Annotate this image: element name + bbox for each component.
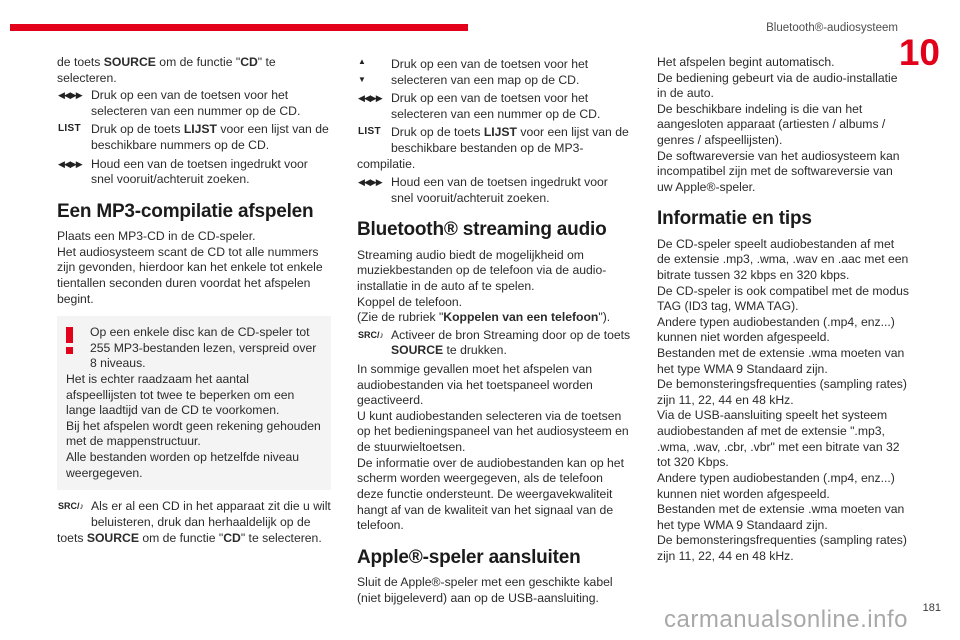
- paragraph: Druk op een van de toetsen voor het selecteren van een nummer op de CD.: [391, 91, 601, 121]
- icon-paragraph-list: [57, 122, 331, 153]
- paragraph: Druk op de toets LIJST voor een lijst van de beschikbare bestanden op de MP3-compilatie.: [357, 125, 629, 171]
- paragraph: Via de USB-aansluiting speelt het systeem audiobestanden af met de extensie ".mp3, .wma, .wav, .cbr, .vbr" met een bitrate van 32 tot 320 Kbps.: [657, 408, 900, 470]
- seek-icon: ◀◀▶▶: [358, 177, 382, 188]
- section-heading-info-tips: Informatie en tips: [657, 208, 812, 230]
- warning-text: Alle bestanden worden op hetzelfde niveau weergegeven.: [66, 450, 300, 480]
- paragraph: Koppel de telefoon.: [357, 294, 463, 309]
- down-arrow-icon: ▼: [358, 74, 366, 84]
- list-button-icon: LIST: [58, 123, 81, 135]
- paragraph: (Zie de rubriek "Koppelen van een telefoon").: [357, 310, 611, 325]
- paragraph: Bestanden met de extensie .wma moeten van het type WMA 9 Standaard zijn.: [657, 346, 905, 376]
- paragraph: Druk op de toets LIJST voor een lijst van de beschikbare nummers op de CD.: [91, 122, 329, 153]
- paragraph: Sluit de Apple®-speler met een geschikte kabel (niet bijgeleverd) aan op de USB-aansluiting.: [357, 574, 613, 605]
- up-arrow-icon: ▲: [358, 57, 366, 66]
- paragraph: Plaats een MP3-CD in de CD-speler.: [57, 229, 256, 244]
- list-button-icon: LIST: [358, 126, 381, 138]
- warning-box: [57, 316, 331, 490]
- warning-icon-dot: [66, 347, 73, 354]
- paragraph: De bediening gebeurt via de audio-installatie in de auto.: [657, 70, 898, 101]
- seek-icon: ◀◀▶▶: [58, 158, 82, 169]
- paragraph: Het audiosysteem scant de CD tot alle nummers zijn gevonden, hierdoor kan het enkele tot enkele tientallen seconden duren voordat het afspelen begint.: [57, 244, 323, 306]
- paragraph: Bestanden met de extensie .wma moeten van het type WMA 9 Standaard zijn.: [657, 502, 905, 532]
- paragraph: De informatie over de audiobestanden kan op het scherm worden weergegeven, als de telefoon deze functie ondersteunt. De weergavekwaliteit hangt af van de kwaliteit van het signaal van de telefoon.: [357, 455, 624, 533]
- paragraph-intro: de toets SOURCE om de functie "CD" te selecteren.: [57, 55, 276, 85]
- chapter-number: 10: [898, 32, 940, 73]
- paragraph: Andere typen audiobestanden (.mp4, enz...) kunnen niet worden afgespeeld.: [657, 314, 895, 345]
- page-header-title: Bluetooth®-audiosysteem: [766, 22, 898, 34]
- paragraph: Druk op een van de toetsen voor het selecteren van een map op de CD.: [391, 57, 589, 87]
- icon-paragraph-updown: [357, 57, 631, 88]
- paragraph: Andere typen audiobestanden (.mp4, enz...) kunnen niet worden afgespeeld.: [657, 470, 895, 501]
- icon-paragraph-source: [57, 499, 331, 546]
- paragraph: De bemonsteringsfrequenties (sampling rates) zijn 11, 22, 44 en 48 kHz.: [657, 377, 907, 407]
- section-heading-apple-player: Apple®-speler aansluiten: [357, 546, 581, 568]
- section-heading-bluetooth-streaming: Bluetooth® streaming audio: [357, 219, 607, 241]
- section-heading-mp3: Een MP3-compilatie afspelen: [57, 200, 314, 222]
- source-button-icon: SRC/♪: [58, 501, 85, 512]
- icon-paragraph-list: [357, 125, 631, 172]
- icon-paragraph-seek-select: [357, 91, 631, 122]
- paragraph: In sommige gevallen moet het afspelen van audiobestanden via het toetspaneel worden geactiveerd.: [357, 362, 593, 408]
- paragraph: U kunt audiobestanden selecteren via de toetsen op het bedieningspaneel van het audiosysteem en de stuurwieltoetsen.: [357, 408, 629, 455]
- icon-paragraph-seek-fast: [57, 157, 331, 188]
- warning-icon-bar: [66, 327, 73, 343]
- warning-text: Het is echter raadzaam het aantal afspeellijsten tot twee te beperken om een lange laadtijd van de CD te voorkomen.: [66, 372, 295, 418]
- paragraph: Het afspelen begint automatisch.: [657, 55, 835, 69]
- column-right: [657, 55, 909, 565]
- paragraph: De bemonsteringsfrequenties (sampling rates) zijn 11, 22, 44 en 48 kHz.: [657, 533, 907, 563]
- column-middle: [357, 55, 631, 606]
- icon-paragraph-seek-select: [57, 88, 331, 119]
- paragraph: Houd een van de toetsen ingedrukt voor snel vooruit/achteruit zoeken.: [91, 156, 308, 187]
- icon-paragraph-source: [357, 328, 631, 359]
- paragraph: Als er al een CD in het apparaat zit die u wilt beluisteren, druk dan herhaaldelijk op de toets SOURCE om de functie "CD" te selecteren.: [57, 499, 331, 545]
- paragraph: Druk op een van de toetsen voor het selecteren van een nummer op de CD.: [91, 88, 301, 118]
- warning-text: Bij het afspelen wordt geen rekening gehouden met de mappenstructuur.: [66, 418, 321, 449]
- icon-paragraph-seek-fast: [357, 175, 631, 206]
- seek-icon: ◀◀▶▶: [358, 93, 382, 104]
- paragraph: De softwareversie van het audiosysteem kan incompatibel zijn met de softwareversie van uw Apple®-speler.: [657, 148, 900, 194]
- seek-icon: ◀◀▶▶: [58, 90, 82, 101]
- paragraph: Houd een van de toetsen ingedrukt voor snel vooruit/achteruit zoeken.: [391, 175, 608, 205]
- up-down-icon: [357, 57, 391, 85]
- paragraph: De beschikbare indeling is die van het aangesloten apparaat (artiesten / albums / genres / afspeellijsten).: [657, 101, 886, 148]
- column-left: [57, 55, 331, 549]
- paragraph: Activeer de bron Streaming door op de toets SOURCE te drukken.: [391, 327, 631, 358]
- paragraph: De CD-speler is ook compatibel met de modus TAG (ID3 tag, WMA TAG).: [657, 283, 909, 314]
- top-red-bar: [10, 24, 468, 31]
- watermark: carmanualsonline.info: [664, 606, 908, 633]
- warning-icon: [66, 325, 90, 358]
- paragraph: De CD-speler speelt audiobestanden af met de extensie .mp3, .wma, .wav en .aac met een bitrate tussen 32 kbps en 320 kbps.: [657, 236, 909, 282]
- source-button-icon: SRC/♪: [358, 329, 385, 340]
- page-number: 181: [922, 602, 941, 614]
- warning-text: Op een enkele disc kan de CD-speler tot 255 MP3-bestanden lezen, verspreid over 8 niveaus.: [90, 325, 317, 371]
- paragraph: Streaming audio biedt de mogelijkheid om muziekbestanden op de telefoon via de audio-installatie in de auto af te spelen.: [357, 247, 607, 293]
